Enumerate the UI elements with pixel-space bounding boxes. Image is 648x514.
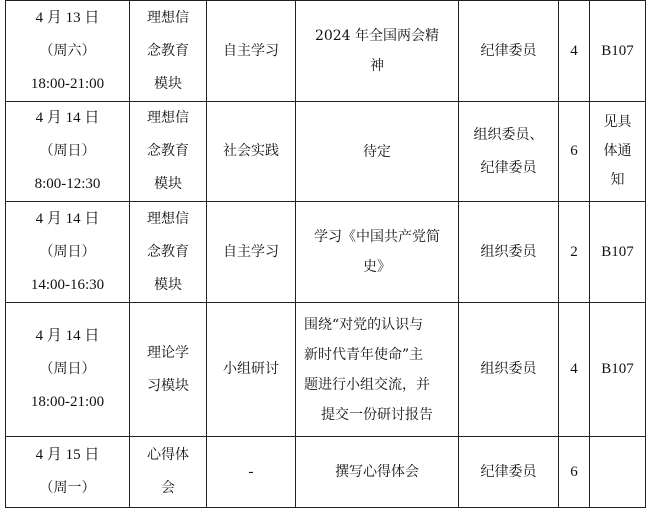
table-row bbox=[6, 1, 646, 102]
room-cell bbox=[590, 102, 646, 202]
content-text: 待定 bbox=[363, 143, 391, 160]
content-text: 神 bbox=[370, 58, 384, 74]
module-cell bbox=[130, 102, 207, 202]
form-cell bbox=[207, 437, 296, 508]
module-cell bbox=[130, 303, 207, 437]
room-notice-text: 体通 bbox=[603, 143, 632, 159]
time-text: 18:00-21:00 bbox=[30, 75, 105, 92]
room-notice-text: 见具 bbox=[603, 114, 632, 130]
responsible-cell bbox=[459, 102, 559, 202]
module-text: 理论学 bbox=[147, 344, 189, 361]
room-cell bbox=[590, 437, 646, 508]
room-notice-text: 知 bbox=[610, 172, 625, 188]
form-text: 小组研讨 bbox=[223, 361, 279, 377]
table-row bbox=[6, 102, 646, 202]
form-text: 自主学习 bbox=[223, 42, 279, 59]
module-text: 模块 bbox=[154, 176, 182, 192]
hours-cell bbox=[559, 1, 590, 102]
form-cell bbox=[207, 303, 296, 437]
date-cell bbox=[6, 202, 130, 303]
date-text: 4 月 14 日 bbox=[35, 210, 100, 227]
responsible-cell bbox=[459, 202, 559, 303]
form-cell bbox=[207, 1, 296, 102]
content-text: 围绕“对党的认识与 bbox=[304, 316, 424, 333]
module-text: 心得体 bbox=[147, 447, 189, 463]
schedule-table bbox=[5, 0, 646, 508]
time-text: 14:00-16:30 bbox=[30, 276, 105, 293]
module-cell bbox=[130, 202, 207, 303]
responsible-text: 组织委员、 bbox=[473, 126, 544, 143]
room-cell bbox=[590, 303, 646, 437]
date-cell bbox=[6, 303, 130, 437]
responsible-cell bbox=[459, 1, 559, 102]
table-row bbox=[6, 202, 646, 303]
content-text: 提交一份研讨报告 bbox=[321, 406, 433, 423]
date-cell bbox=[6, 1, 130, 102]
room-cell bbox=[590, 202, 646, 303]
weekday-text: （周一） bbox=[39, 480, 96, 496]
responsible-text: 纪律委员 bbox=[480, 463, 537, 480]
date-cell bbox=[6, 102, 130, 202]
weekday-text: （周日） bbox=[39, 143, 96, 159]
weekday-text: （周日） bbox=[39, 243, 96, 260]
module-text: 模块 bbox=[154, 276, 182, 293]
date-text: 4 月 13 日 bbox=[35, 9, 100, 26]
time-text: 8:00-12:30 bbox=[34, 176, 101, 192]
responsible-text: 纪律委员 bbox=[480, 159, 537, 176]
module-text: 念教育 bbox=[147, 243, 189, 260]
hours-cell bbox=[559, 303, 590, 437]
hours-text: 4 bbox=[570, 361, 578, 377]
date-text: 4 月 14 日 bbox=[35, 110, 100, 126]
module-text: 模块 bbox=[154, 75, 182, 92]
weekday-text: （周六） bbox=[39, 42, 96, 59]
hours-cell bbox=[559, 102, 590, 202]
content-cell bbox=[296, 303, 459, 437]
weekday-text: （周日） bbox=[39, 361, 96, 377]
module-text: 理想信 bbox=[147, 9, 189, 26]
responsible-text: 组织委员 bbox=[480, 243, 537, 260]
content-text: 新时代青年使命”主 bbox=[304, 346, 424, 363]
module-text: 理想信 bbox=[147, 210, 189, 227]
hours-text: 6 bbox=[570, 143, 578, 159]
content-cell bbox=[296, 202, 459, 303]
responsible-cell bbox=[459, 437, 559, 508]
table-row bbox=[6, 303, 646, 437]
date-cell bbox=[6, 437, 130, 508]
hours-text: 4 bbox=[570, 42, 578, 59]
content-text: 学习《中国共产党简 bbox=[314, 229, 440, 245]
content-cell bbox=[296, 102, 459, 202]
responsible-text: 组织委员 bbox=[480, 361, 537, 377]
responsible-cell bbox=[459, 303, 559, 437]
content-text: 题进行小组交流，并 bbox=[304, 376, 430, 393]
module-cell bbox=[130, 1, 207, 102]
table-row bbox=[6, 437, 646, 508]
form-cell bbox=[207, 202, 296, 303]
room-text: B107 bbox=[601, 42, 634, 59]
form-text: 自主学习 bbox=[223, 243, 279, 260]
hours-text: 6 bbox=[570, 463, 578, 480]
content-cell bbox=[296, 437, 459, 508]
hours-cell bbox=[559, 437, 590, 508]
room-cell bbox=[590, 1, 646, 102]
time-text: 18:00-21:00 bbox=[30, 394, 105, 410]
responsible-text: 纪律委员 bbox=[480, 42, 537, 59]
module-cell bbox=[130, 437, 207, 508]
date-text: 4 月 15 日 bbox=[35, 447, 100, 463]
hours-text: 2 bbox=[570, 243, 578, 260]
hours-cell bbox=[559, 202, 590, 303]
module-text: 会 bbox=[161, 480, 175, 496]
module-text: 习模块 bbox=[147, 377, 189, 394]
room-text: B107 bbox=[601, 243, 634, 260]
module-text: 念教育 bbox=[147, 143, 189, 159]
content-text: 史》 bbox=[363, 259, 391, 275]
content-cell bbox=[296, 1, 459, 102]
form-text: - bbox=[248, 463, 254, 480]
module-text: 理想信 bbox=[147, 110, 189, 126]
form-cell bbox=[207, 102, 296, 202]
content-text: 撰写心得体会 bbox=[335, 464, 419, 480]
form-text: 社会实践 bbox=[223, 143, 279, 159]
content-text: 2024 年全国两会精 bbox=[314, 28, 440, 44]
room-text: B107 bbox=[601, 361, 634, 377]
module-text: 念教育 bbox=[147, 42, 189, 59]
date-text: 4 月 14 日 bbox=[35, 328, 100, 344]
